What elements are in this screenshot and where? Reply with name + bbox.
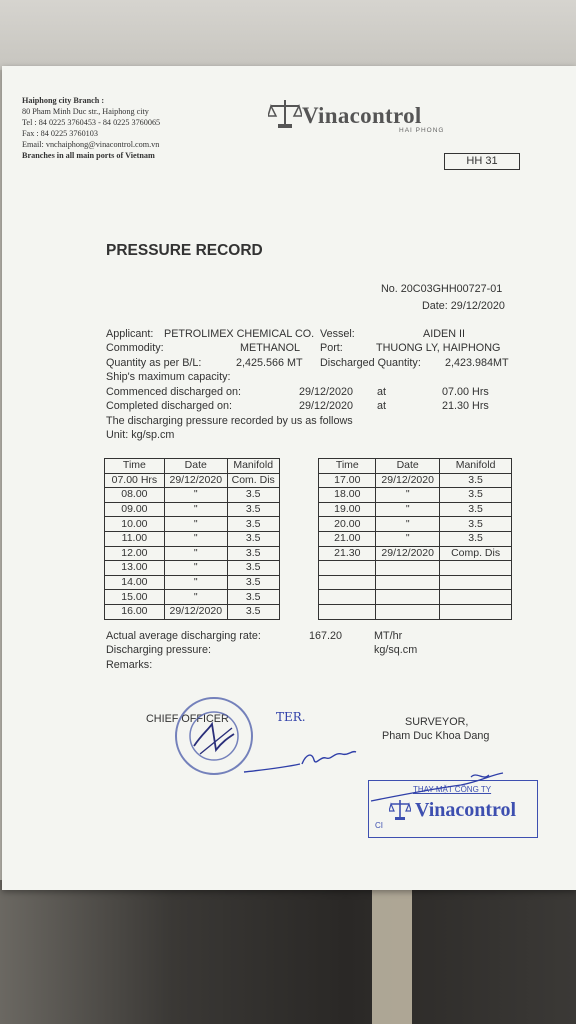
- record-number: No. 20C03GHH00727-01: [381, 283, 503, 295]
- cell-time: 08.00: [105, 488, 165, 503]
- cell-time-2: 17.00: [319, 473, 376, 488]
- cell-manifold: Com. Dis: [227, 473, 279, 488]
- cell-gap: [279, 502, 319, 517]
- table-row: [105, 517, 512, 532]
- cell-date: ": [164, 546, 227, 561]
- header-manifold: Manifold: [227, 459, 279, 474]
- commenced-time: 07.00 Hrs: [442, 386, 489, 398]
- logo-name: Vinacontrol: [302, 103, 422, 128]
- completed-label: Completed discharged on:: [106, 400, 233, 412]
- cell-manifold: 3.5: [227, 604, 279, 619]
- cell-time-2: 18.00: [319, 488, 376, 503]
- completed-time: 21.30 Hrs: [442, 400, 489, 412]
- cell-date: ": [164, 590, 227, 605]
- cell-manifold-2: Comp. Dis: [440, 546, 512, 561]
- cell-date: ": [164, 561, 227, 576]
- cell-manifold-2: 3.5: [440, 473, 512, 488]
- stamp-top-text: THAY MẶT CÔNG TY: [413, 785, 492, 794]
- branch-info: [22, 95, 160, 161]
- header-manifold-2: Manifold: [440, 459, 512, 474]
- table-row: [105, 546, 512, 561]
- avg-rate-value: 167.20: [309, 630, 343, 642]
- cell-gap: [279, 604, 319, 619]
- avg-rate-unit: MT/hr: [374, 630, 403, 642]
- cell-manifold-2: [440, 604, 512, 619]
- pressure-unit: kg/sq.cm: [374, 644, 418, 656]
- cell-manifold-2: 3.5: [440, 502, 512, 517]
- document-page: [2, 66, 576, 890]
- cell-time: 07.00 Hrs: [105, 473, 165, 488]
- qty-dis-label: Discharged Quantity:: [320, 357, 421, 369]
- header-time-2: Time: [319, 459, 376, 474]
- table-row: [105, 561, 512, 576]
- header-date-2: Date: [376, 459, 440, 474]
- cell-date: ": [164, 488, 227, 503]
- commenced-at: at: [377, 386, 387, 398]
- header-date: Date: [164, 459, 227, 474]
- chief-officer-label: CHIEF OFFICER: [146, 713, 229, 725]
- commenced-date: 29/12/2020: [299, 386, 354, 398]
- cell-date: ": [164, 502, 227, 517]
- cell-manifold: 3.5: [227, 590, 279, 605]
- table-row: [105, 575, 512, 590]
- cell-time: 10.00: [105, 517, 165, 532]
- cell-time-2: 19.00: [319, 502, 376, 517]
- table-row: [105, 488, 512, 503]
- vessel-label: Vessel:: [320, 328, 355, 340]
- completed-date: 29/12/2020: [299, 400, 354, 412]
- port-label: Port:: [320, 342, 343, 354]
- applicant-value: PETROLIMEX CHEMICAL CO.: [164, 328, 315, 340]
- table-row: [105, 473, 512, 488]
- commodity-value: METHANOL: [240, 342, 300, 354]
- cell-manifold-2: 3.5: [440, 531, 512, 546]
- cell-manifold-2: 3.5: [440, 488, 512, 503]
- pressure-table-body: [105, 459, 512, 620]
- cell-manifold-2: [440, 561, 512, 576]
- cell-date: ": [164, 517, 227, 532]
- table-row: [105, 531, 512, 546]
- cell-time: 14.00: [105, 575, 165, 590]
- vessel-value: AIDEN II: [423, 328, 465, 340]
- scales-icon: [268, 98, 302, 130]
- cell-date: ": [164, 531, 227, 546]
- cell-time: 13.00: [105, 561, 165, 576]
- max-capacity-label: Ship's maximum capacity:: [106, 371, 231, 383]
- cell-date: 29/12/2020: [164, 473, 227, 488]
- pressure-table: [104, 458, 512, 620]
- cell-manifold: 3.5: [227, 502, 279, 517]
- cell-date-2: 29/12/2020: [376, 473, 440, 488]
- surveyor-title: SURVEYOR,: [405, 716, 469, 728]
- cell-time-2: [319, 590, 376, 605]
- cell-manifold: 3.5: [227, 561, 279, 576]
- cell-gap: [279, 575, 319, 590]
- branch-tel: Tel : 84 0225 3760453 - 84 0225 3760065: [22, 118, 161, 127]
- cell-manifold: 3.5: [227, 575, 279, 590]
- table-row: [105, 604, 512, 619]
- applicant-label: Applicant:: [106, 328, 154, 340]
- stamp-code: CI: [375, 821, 383, 830]
- cell-time: 09.00: [105, 502, 165, 517]
- cell-time-2: [319, 604, 376, 619]
- cell-gap: [279, 488, 319, 503]
- cell-date-2: 29/12/2020: [376, 546, 440, 561]
- cell-gap: [279, 546, 319, 561]
- cell-date-2: ": [376, 488, 440, 503]
- avg-rate-label: Actual average discharging rate:: [106, 630, 261, 642]
- branch-address: 80 Pham Minh Duc str., Haiphong city: [22, 107, 149, 116]
- commenced-label: Commenced discharged on:: [106, 386, 242, 398]
- cell-time-2: 21.00: [319, 531, 376, 546]
- cell-time: 11.00: [105, 531, 165, 546]
- cell-gap: [279, 561, 319, 576]
- cell-manifold-2: [440, 575, 512, 590]
- pressure-label: Discharging pressure:: [106, 644, 212, 656]
- table-gap: [279, 459, 319, 474]
- cell-time-2: 21.30: [319, 546, 376, 561]
- cell-manifold: 3.5: [227, 531, 279, 546]
- background-strip: [372, 880, 412, 1024]
- form-code: HH 31: [444, 153, 520, 170]
- unit-label: Unit: kg/sp.cm: [106, 429, 175, 441]
- branch-fax: Fax : 84 0225 3760103: [22, 129, 98, 138]
- cell-date-2: ": [376, 531, 440, 546]
- background-wall: [0, 0, 576, 70]
- cell-date-2: [376, 575, 440, 590]
- table-row: [105, 590, 512, 605]
- cell-date-2: [376, 561, 440, 576]
- page-title: PRESSURE RECORD: [106, 242, 263, 259]
- cell-gap: [279, 590, 319, 605]
- stamp-name: Vinacontrol: [415, 799, 517, 821]
- cell-manifold: 3.5: [227, 546, 279, 561]
- stamp-signature: [361, 767, 541, 807]
- cell-manifold-2: [440, 590, 512, 605]
- branch-title: Haiphong city Branch :: [22, 96, 105, 105]
- cell-manifold: 3.5: [227, 488, 279, 503]
- cell-gap: [279, 531, 319, 546]
- cell-date: 29/12/2020: [164, 604, 227, 619]
- port-value: THUONG LY, HAIPHONG: [376, 342, 501, 354]
- qty-dis-value: 2,423.984MT: [445, 357, 509, 369]
- cell-gap: [279, 473, 319, 488]
- handwritten-signature: [242, 746, 362, 776]
- cell-manifold: 3.5: [227, 517, 279, 532]
- cell-gap: [279, 517, 319, 532]
- branch-email: Email: vnchaiphong@vinacontrol.com.vn: [22, 140, 160, 149]
- statement: The discharging pressure recorded by us as follows: [106, 415, 353, 427]
- record-date: Date: 29/12/2020: [422, 300, 505, 312]
- handwritten-note: TER.: [276, 710, 306, 724]
- surveyor-name: Pham Duc Khoa Dang: [382, 730, 490, 742]
- cell-time-2: 20.00: [319, 517, 376, 532]
- cell-date: ": [164, 575, 227, 590]
- remarks-label: Remarks:: [106, 659, 153, 671]
- commodity-label: Commodity:: [106, 342, 164, 354]
- cell-date-2: [376, 604, 440, 619]
- cell-manifold-2: 3.5: [440, 517, 512, 532]
- cell-time: 15.00: [105, 590, 165, 605]
- cell-date-2: ": [376, 517, 440, 532]
- cell-time: 16.00: [105, 604, 165, 619]
- qty-bl-value: 2,425.566 MT: [236, 357, 303, 369]
- cell-date-2: [376, 590, 440, 605]
- branch-ports: Branches in all main ports of Vietnam: [22, 151, 155, 160]
- qty-bl-label: Quantity as per B/L:: [106, 357, 202, 369]
- background-floor: [0, 880, 576, 1024]
- cell-date-2: ": [376, 502, 440, 517]
- logo-sub: HAI PHONG: [399, 127, 445, 134]
- header-time: Time: [105, 459, 165, 474]
- completed-at: at: [377, 400, 387, 412]
- table-row: [105, 502, 512, 517]
- table-header-row: [105, 459, 512, 474]
- cell-time-2: [319, 561, 376, 576]
- cell-time-2: [319, 575, 376, 590]
- cell-time: 12.00: [105, 546, 165, 561]
- company-stamp: [368, 780, 538, 838]
